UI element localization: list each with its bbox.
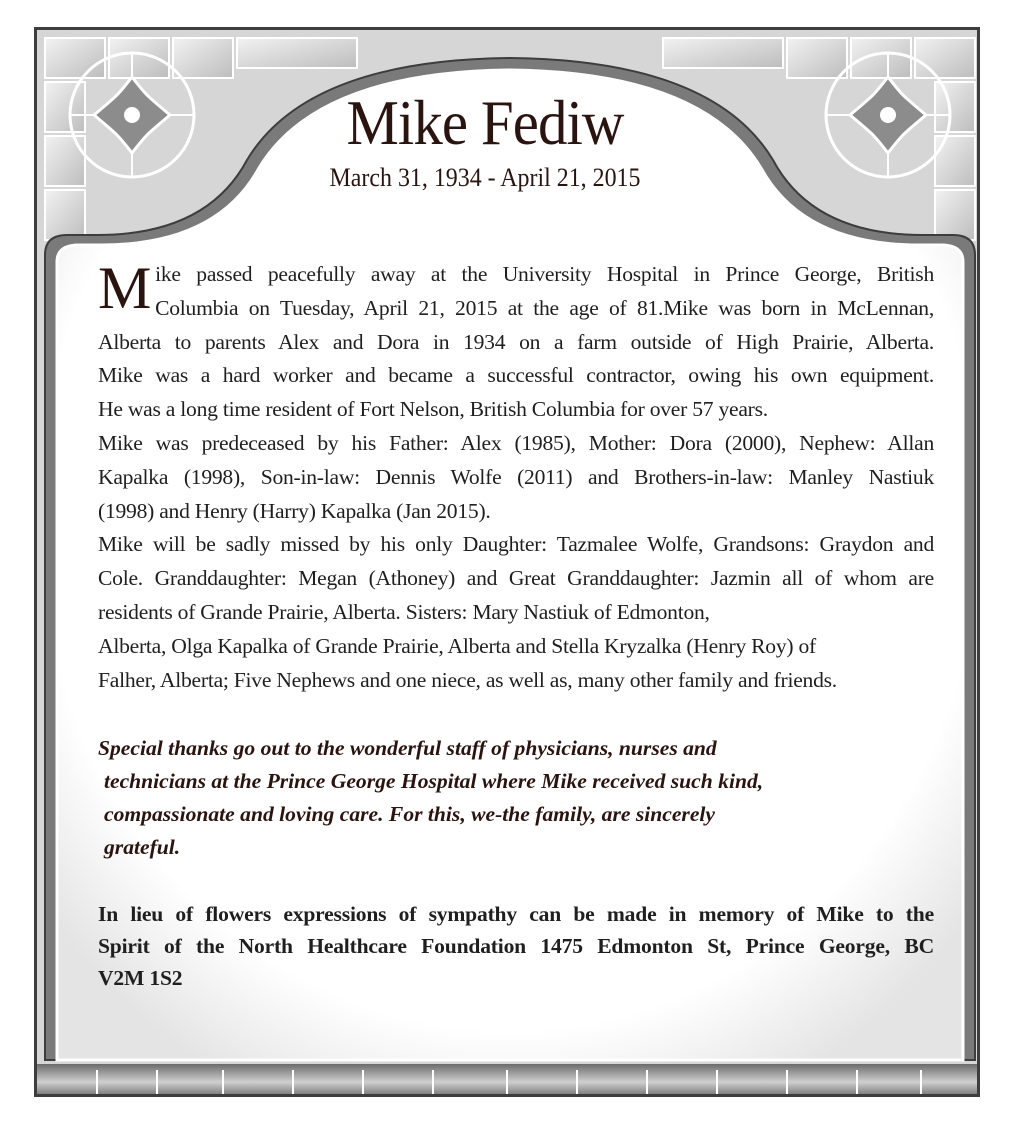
in-lieu-of-flowers	[98, 898, 934, 994]
obituary-line: He was a long time resident of Fort Nelson, British Columbia for over 57 years.	[98, 397, 768, 422]
obituary-line: Mike will be sadly missed by his only Daughter: Tazmalee Wolfe, Grandsons: Graydon and	[98, 532, 934, 557]
flowers-line: In lieu of flowers expressions of sympathy can be made in memory of Mike to the	[98, 902, 934, 926]
obituary-line: Alberta, Olga Kapalka of Grande Prairie, Alberta and Stella Kryzalka (Henry Roy) of	[98, 633, 816, 658]
flowers-line: Spirit of the North Healthcare Foundation 1475 Edmonton St, Prince George, BC	[98, 934, 934, 958]
obituary-line: Mike was a hard worker and became a successful contractor, owing his own equipment.	[98, 363, 934, 388]
obituary-line: Columbia on Tuesday, April 21, 2015 at the age of 81.Mike was born in McLennan,	[155, 295, 934, 320]
obituary-line: Cole. Granddaughter: Megan (Athoney) and Great Granddaughter: Jazmin all of whom are	[98, 566, 934, 591]
obituary-text	[98, 255, 934, 697]
thanks-line: compassionate and loving care. For this, we-the family, are sincerely	[104, 802, 715, 826]
obituary-line: (1998) and Henry (Harry) Kapalka (Jan 2015).	[98, 498, 491, 523]
obituary-line: Alberta to parents Alex and Dora in 1934 on a farm outside of High Prairie, Alberta.	[98, 329, 934, 354]
left-rosette-icon	[70, 53, 194, 177]
obituary-line: Mike was predeceased by his Father: Alex (1985), Mother: Dora (2000), Nephew: Allan	[98, 430, 934, 455]
life-dates: March 31, 1934 - April 21, 2015	[329, 163, 641, 192]
thanks-line: technicians at the Prince George Hospital where Mike received such kind,	[104, 769, 764, 793]
deceased-name: Mike Fediw	[346, 87, 624, 158]
drop-cap: M	[98, 255, 152, 321]
obituary-line: ike passed peacefully away at the University Hospital in Prince George, British	[155, 262, 934, 286]
right-rosette-icon	[826, 53, 950, 177]
obituary-line: Kapalka (1998), Son-in-law: Dennis Wolfe (2011) and Brothers-in-law: Manley Nastiuk	[98, 464, 934, 489]
special-thanks	[98, 732, 858, 864]
thanks-line: grateful.	[104, 835, 181, 859]
obituary-line: residents of Grande Prairie, Alberta. Sisters: Mary Nastiuk of Edmonton,	[98, 599, 710, 624]
flowers-line: V2M 1S2	[98, 966, 183, 990]
bottom-border-bar	[37, 1064, 980, 1097]
obituary-line: Falher, Alberta; Five Nephews and one niece, as well as, many other family and friends.	[98, 667, 837, 692]
thanks-line: Special thanks go out to the wonderful staff of physicians, nurses and	[98, 736, 717, 760]
